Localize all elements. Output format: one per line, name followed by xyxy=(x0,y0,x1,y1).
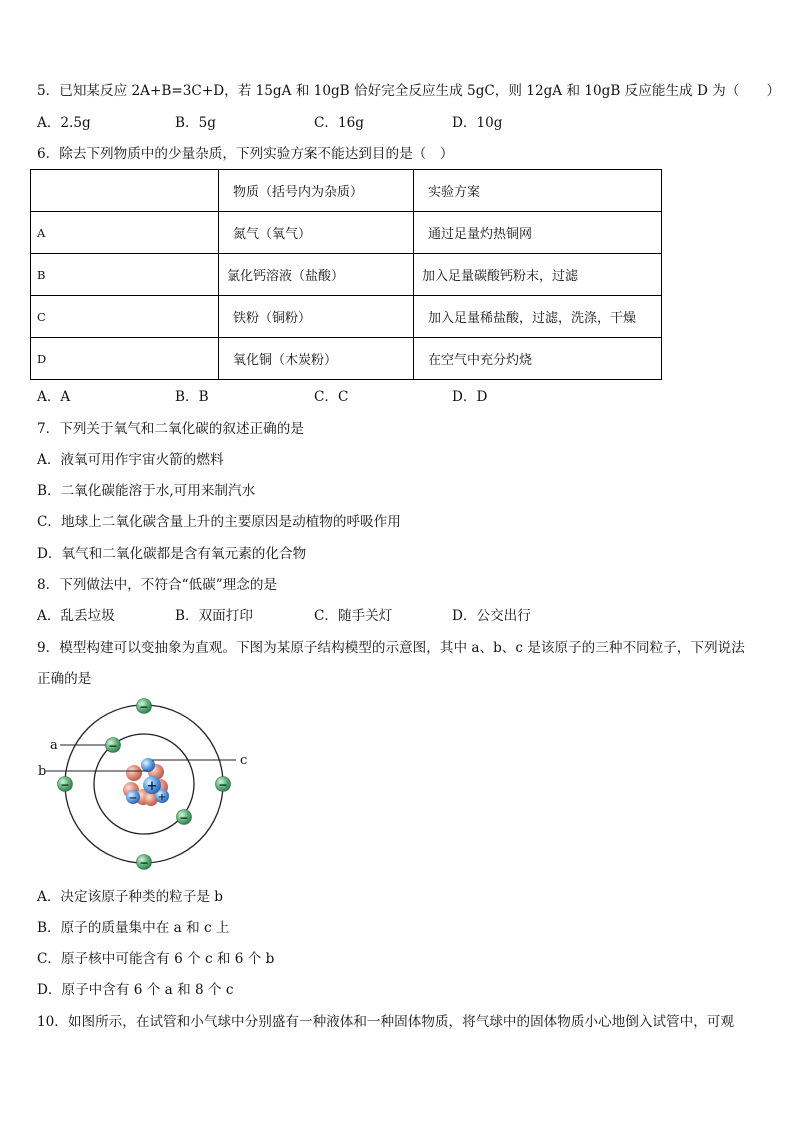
q7-option-c: C．地球上二氧化碳含量上升的主要原因是动植物的呼吸作用 xyxy=(37,514,401,530)
electron xyxy=(137,855,152,870)
table-row xyxy=(31,254,662,296)
table-header-cell: 物质（括号内为杂质） xyxy=(219,170,414,212)
atom-model-figure xyxy=(30,693,260,875)
table-cell: C xyxy=(31,296,219,338)
q8-option-b: B．双面打印 xyxy=(175,608,253,624)
electron xyxy=(216,777,231,792)
svg-text:−: − xyxy=(179,811,189,825)
q9-option-d: D．原子中含有 6 个 a 和 8 个 c xyxy=(37,982,234,998)
q6-option-c: C．C xyxy=(314,389,349,405)
proton-sign: + xyxy=(157,792,167,803)
table-row xyxy=(31,296,662,338)
table-header-cell xyxy=(31,170,219,212)
q6-stem: 6．除去下列物质中的少量杂质，下列实验方案不能达到目的是（ ） xyxy=(37,146,454,162)
label-a: a xyxy=(50,738,58,753)
electron xyxy=(58,777,73,792)
svg-text:−: − xyxy=(108,739,118,753)
q6-table xyxy=(30,169,662,380)
table-cell: 在空气中充分灼烧 xyxy=(414,338,662,380)
q6-option-d: D．D xyxy=(452,389,488,405)
q7-stem: 7．下列关于氧气和二氧化碳的叙述正确的是 xyxy=(37,421,304,437)
table-cell: A xyxy=(31,212,219,254)
electron xyxy=(137,699,152,714)
q5-option-a: A．2.5g xyxy=(37,115,91,131)
q8-option-d: D．公交出行 xyxy=(452,608,531,624)
proton-sign: + xyxy=(146,779,158,794)
table-header-cell: 实验方案 xyxy=(414,170,662,212)
q7-option-d: D．氧气和二氧化碳都是含有氧元素的化合物 xyxy=(37,546,307,562)
q5-option-b: B．5g xyxy=(175,115,216,131)
svg-text:−: − xyxy=(139,700,149,714)
table-cell: 加入足量碳酸钙粉末，过滤 xyxy=(414,254,662,296)
q5-option-c: C．16g xyxy=(314,115,364,131)
q5-stem: 5．已知某反应 2A+B=3C+D，若 15gA 和 10gB 恰好完全反应生成 5gC，则 12gA 和 10gB 反应能生成 D 为（ ） xyxy=(37,83,781,99)
table-cell: 氧化铜（木炭粉） xyxy=(219,338,414,380)
electron xyxy=(177,810,192,825)
q8-stem: 8．下列做法中，不符合“低碳”理念的是 xyxy=(37,577,278,593)
svg-text:−: − xyxy=(139,856,149,870)
table-cell: 通过足量灼热铜网 xyxy=(414,212,662,254)
table-row xyxy=(31,212,662,254)
electron-sign: − xyxy=(128,793,138,804)
table-cell: 氯化钙溶液（盐酸） xyxy=(219,254,414,296)
nucleus xyxy=(123,758,169,806)
table-header-row xyxy=(31,170,662,212)
q9-stem-line1: 9．模型构建可以变抽象为直观。下图为某原子结构模型的示意图，其中 a、b、c 是该原子的三种不同粒子，下列说法 xyxy=(37,640,745,656)
table-cell: 氮气（氧气） xyxy=(219,212,414,254)
label-b: b xyxy=(38,764,47,779)
table-cell: 铁粉（铜粉） xyxy=(219,296,414,338)
svg-text:−: − xyxy=(218,778,228,792)
q7-option-b: B．二氧化碳能溶于水,可用来制汽水 xyxy=(37,483,256,499)
q9-stem-line2: 正确的是 xyxy=(37,671,92,687)
q10-stem-line1: 10．如图所示，在试管和小气球中分别盛有一种液体和一种固体物质，将气球中的固体物质小心地倒入试管中，可观 xyxy=(37,1014,734,1030)
q6-option-b: B．B xyxy=(175,389,209,405)
neutron xyxy=(126,765,142,781)
table-cell: B xyxy=(31,254,219,296)
q6-option-a: A．A xyxy=(37,389,71,405)
svg-text:−: − xyxy=(60,778,70,792)
table-cell: D xyxy=(31,338,219,380)
table-row xyxy=(31,338,662,380)
q9-option-b: B．原子的质量集中在 a 和 c 上 xyxy=(37,920,230,936)
q8-option-c: C．随手关灯 xyxy=(314,608,393,624)
q5-option-d: D．10g xyxy=(452,115,503,131)
table-cell: 加入足量稀盐酸，过滤，洗涤，干燥 xyxy=(414,296,662,338)
electron xyxy=(106,738,121,753)
q9-option-a: A．决定该原子种类的粒子是 b xyxy=(37,889,223,905)
label-c: c xyxy=(240,753,248,768)
q8-option-a: A．乱丢垃圾 xyxy=(37,608,115,624)
q9-option-c: C．原子核中可能含有 6 个 c 和 6 个 b xyxy=(37,951,275,967)
q7-option-a: A．液氧可用作宇宙火箭的燃料 xyxy=(37,452,224,468)
